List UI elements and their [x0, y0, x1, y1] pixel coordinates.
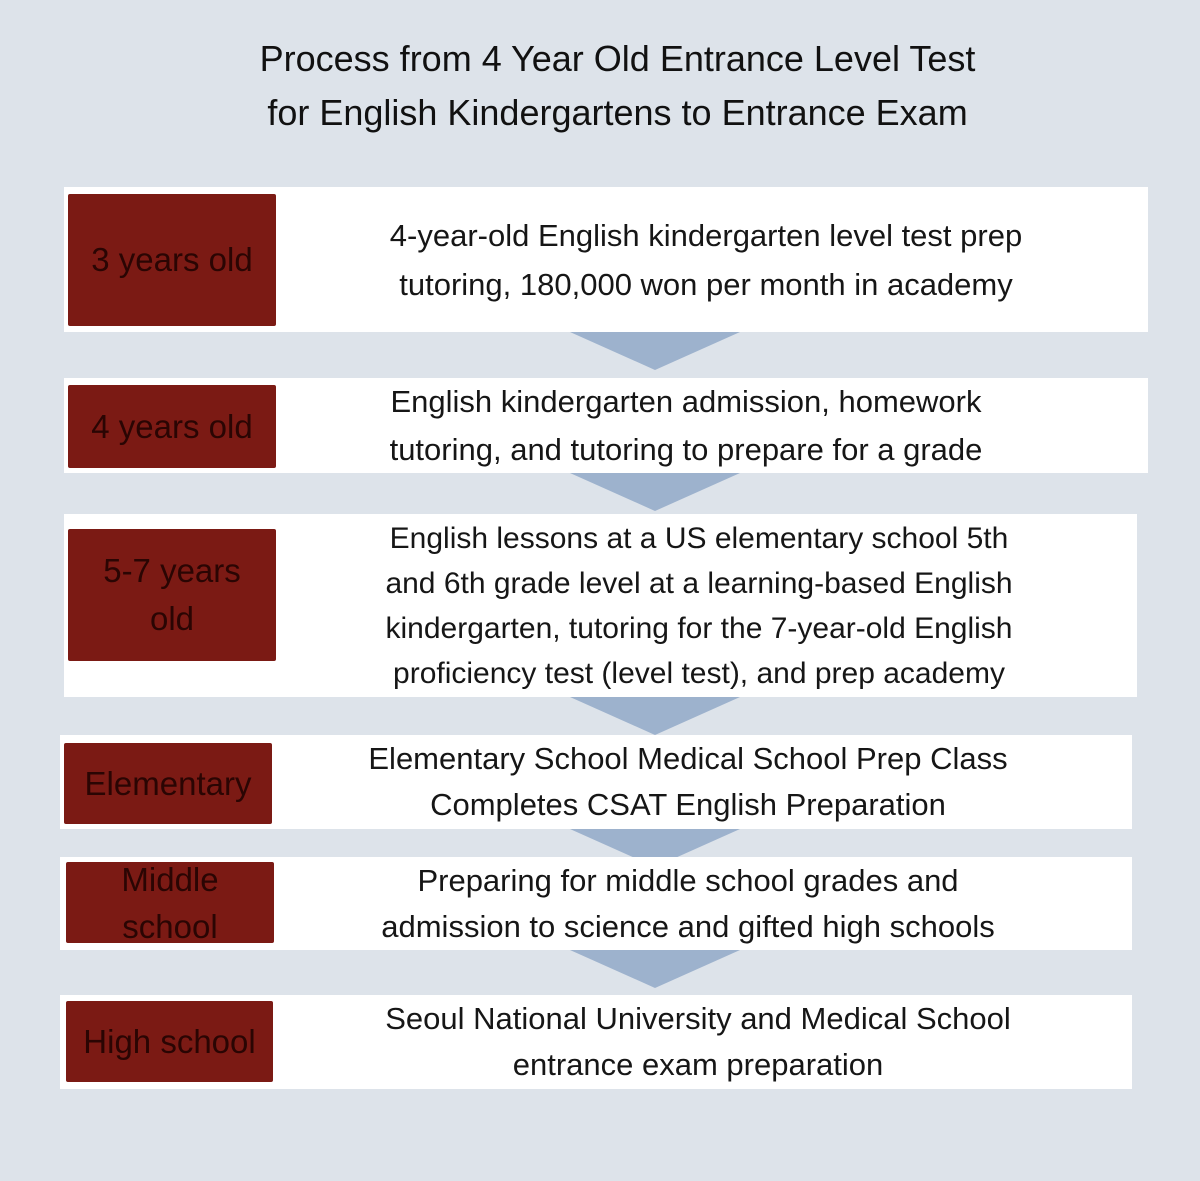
age-label-text: school	[122, 907, 218, 945]
down-arrow-icon	[570, 332, 740, 370]
diagram-title	[100, 32, 1135, 140]
age-label-5-7-years	[68, 529, 276, 661]
step-description	[278, 857, 1098, 950]
description-line: kindergarten, tutoring for the 7-year-old English	[385, 611, 1013, 645]
age-label-middle-school	[66, 862, 274, 943]
step-description	[286, 514, 1112, 697]
description-line: Seoul National University and Medical School	[385, 1001, 1011, 1036]
description-line: entrance exam preparation	[512, 1047, 884, 1082]
description-line: 4-year-old English kindergarten level test prep	[389, 218, 1023, 253]
down-arrow-icon	[570, 473, 740, 511]
title-line-1: Process from 4 Year Old Entrance Level Test	[259, 38, 976, 79]
description-line: tutoring, 180,000 won per month in academy	[399, 267, 1013, 302]
description-line: admission to science and gifted high schools	[381, 908, 995, 944]
age-label-text: 5-7 years	[103, 552, 241, 589]
description-line: tutoring, and tutoring to prepare for a grade	[389, 431, 983, 467]
down-arrow-icon	[570, 697, 740, 735]
title-line-2: for English Kindergartens to Entrance Exam	[267, 92, 968, 133]
description-line: Preparing for middle school grades and	[417, 862, 959, 898]
age-label-high-school	[66, 1001, 273, 1082]
step-description	[278, 735, 1098, 829]
step-description	[278, 995, 1118, 1089]
description-line: and 6th grade level at a learning-based English	[385, 566, 1013, 600]
age-label-elementary	[64, 743, 272, 824]
step-description	[286, 194, 1126, 326]
age-label-text: High school	[83, 1022, 256, 1060]
age-label-3-years	[68, 194, 276, 326]
step-description	[286, 378, 1086, 473]
age-label-text: old	[149, 600, 195, 637]
description-line: proficiency test (level test), and prep academy	[393, 656, 1005, 690]
age-label-text: Elementary	[84, 764, 252, 802]
age-label-text: Middle	[121, 860, 219, 898]
description-line: English lessons at a US elementary school 5th	[389, 521, 1009, 555]
down-arrow-icon	[570, 950, 740, 988]
description-line: Completes CSAT English Preparation	[430, 787, 946, 822]
description-line: Elementary School Medical School Prep Class	[368, 741, 1008, 776]
age-label-text: 4 years old	[91, 407, 253, 445]
age-label-text: 3 years old	[91, 241, 253, 278]
age-label-4-years	[68, 385, 276, 468]
description-line: English kindergarten admission, homework	[390, 383, 982, 419]
